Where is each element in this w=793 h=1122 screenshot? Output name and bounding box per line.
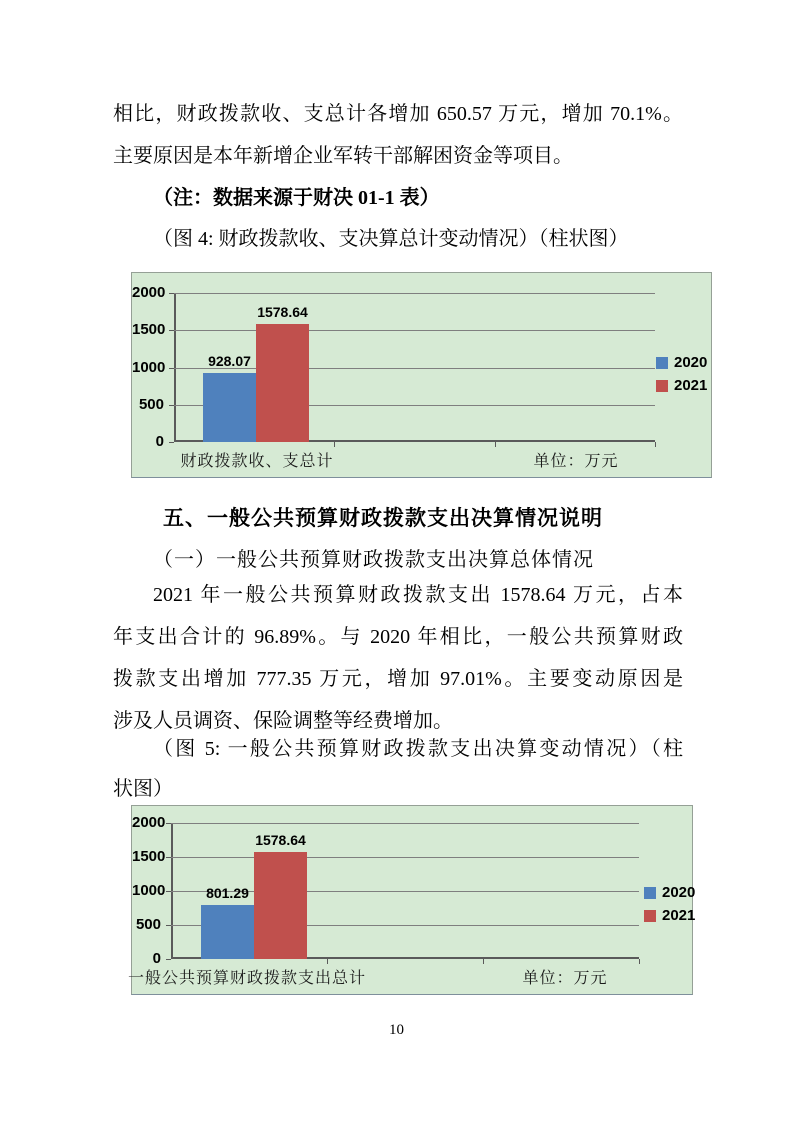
legend-entry-2020 bbox=[656, 355, 707, 371]
y-axis-tick-label: 1000 bbox=[132, 882, 166, 899]
y-axis-tick-mark bbox=[166, 823, 171, 824]
x-axis-tick-mark bbox=[334, 442, 335, 447]
bar-2021 bbox=[256, 324, 309, 442]
legend-swatch-icon bbox=[656, 380, 668, 392]
y-axis-tick-mark bbox=[166, 857, 171, 858]
y-axis-tick-label: 1000 bbox=[132, 358, 166, 376]
legend bbox=[644, 885, 695, 931]
y-axis-tick-mark bbox=[169, 442, 174, 443]
gridline bbox=[171, 857, 639, 858]
paragraph-overview bbox=[113, 574, 683, 742]
y-axis-tick-label: 0 bbox=[155, 433, 164, 450]
bar-value-label: 801.29 bbox=[206, 884, 249, 901]
note-line: （注：数据来源于财决 01-1 表） bbox=[153, 187, 440, 209]
y-axis-tick-mark bbox=[169, 293, 174, 294]
legend-entry-2021 bbox=[656, 378, 707, 394]
y-axis-tick-label: 500 bbox=[138, 395, 164, 413]
page-number: 10 bbox=[389, 1022, 404, 1038]
figure4-caption: （图 4: 财政拨款收、支决算总计变动情况）（柱状图） bbox=[153, 228, 629, 250]
y-axis-tick-mark bbox=[166, 891, 171, 892]
bar-2020 bbox=[201, 905, 254, 959]
bar-value-label: 928.07 bbox=[208, 352, 251, 369]
y-axis-tick-mark bbox=[169, 368, 174, 369]
category-label: 财政拨款收、支总计 bbox=[180, 453, 334, 470]
bar-2020 bbox=[203, 373, 256, 442]
legend-swatch-icon bbox=[644, 910, 656, 922]
legend-label: 2021 bbox=[674, 377, 708, 394]
x-axis-tick-mark bbox=[483, 959, 484, 964]
chart-fig5 bbox=[127, 805, 696, 995]
gridline bbox=[174, 293, 655, 294]
y-axis-tick-mark bbox=[169, 405, 174, 406]
legend-entry-2020 bbox=[644, 885, 695, 901]
x-axis-tick-mark bbox=[655, 442, 656, 447]
subsection-heading: （一）一般公共预算财政拨款支出决算总体情况 bbox=[153, 549, 594, 571]
bar-value-label: 1578.64 bbox=[255, 831, 306, 848]
chart-fig4 bbox=[131, 272, 712, 478]
x-axis-tick-mark bbox=[495, 442, 496, 447]
text-line: 主要原因是本年新增企业军转干部解困资金等项目。 bbox=[113, 145, 573, 167]
legend-swatch-icon bbox=[644, 887, 656, 899]
bar-2021 bbox=[254, 852, 307, 959]
y-axis-tick-label: 1500 bbox=[132, 321, 166, 339]
legend bbox=[656, 355, 707, 401]
gridline bbox=[171, 823, 639, 824]
text-line: 拨款支出增加 777.35 万元，增加 97.01%。主要变动原因是 bbox=[113, 668, 683, 690]
text-line: 相比，财政拨款收、支总计各增加 650.57 万元，增加 70.1%。 bbox=[113, 103, 683, 125]
unit-label: 单位：万元 bbox=[522, 970, 608, 987]
legend-entry-2021 bbox=[644, 908, 695, 924]
text-line: 2021 年一般公共预算财政拨款支出 1578.64 万元，占本 bbox=[153, 584, 683, 606]
x-axis-tick-mark bbox=[327, 959, 328, 964]
y-axis-tick-label: 2000 bbox=[132, 814, 166, 831]
legend-label: 2021 bbox=[662, 907, 696, 924]
text-line: 涉及人员调资、保险调整等经费增加。 bbox=[113, 710, 453, 732]
figure5-caption bbox=[113, 729, 683, 809]
y-axis-tick-mark bbox=[166, 925, 171, 926]
y-axis-tick-label: 1500 bbox=[132, 848, 166, 865]
legend-label: 2020 bbox=[674, 354, 708, 371]
legend-swatch-icon bbox=[656, 357, 668, 369]
y-axis-tick-label: 0 bbox=[152, 950, 161, 967]
text-line: 状图） bbox=[113, 778, 173, 800]
text-line: 年支出合计的 96.89%。与 2020 年相比，一般公共预算财政 bbox=[113, 626, 683, 648]
y-axis-tick-label: 500 bbox=[135, 916, 161, 933]
paragraph-continuation bbox=[113, 93, 683, 177]
y-axis-tick-label: 2000 bbox=[132, 284, 166, 301]
gridline bbox=[174, 330, 655, 331]
legend-label: 2020 bbox=[662, 884, 696, 901]
text-line: （图 5: 一般公共预算财政拨款支出决算变动情况）（柱 bbox=[153, 738, 683, 760]
category-label: 一般公共预算财政拨款支出总计 bbox=[127, 970, 366, 987]
y-axis-tick-mark bbox=[169, 330, 174, 331]
y-axis-tick-mark bbox=[166, 959, 171, 960]
x-axis-tick-mark bbox=[639, 959, 640, 964]
bar-value-label: 1578.64 bbox=[257, 304, 308, 321]
unit-label: 单位：万元 bbox=[533, 453, 619, 470]
section-heading: 五、一般公共预算财政拨款支出决算情况说明 bbox=[163, 507, 603, 530]
